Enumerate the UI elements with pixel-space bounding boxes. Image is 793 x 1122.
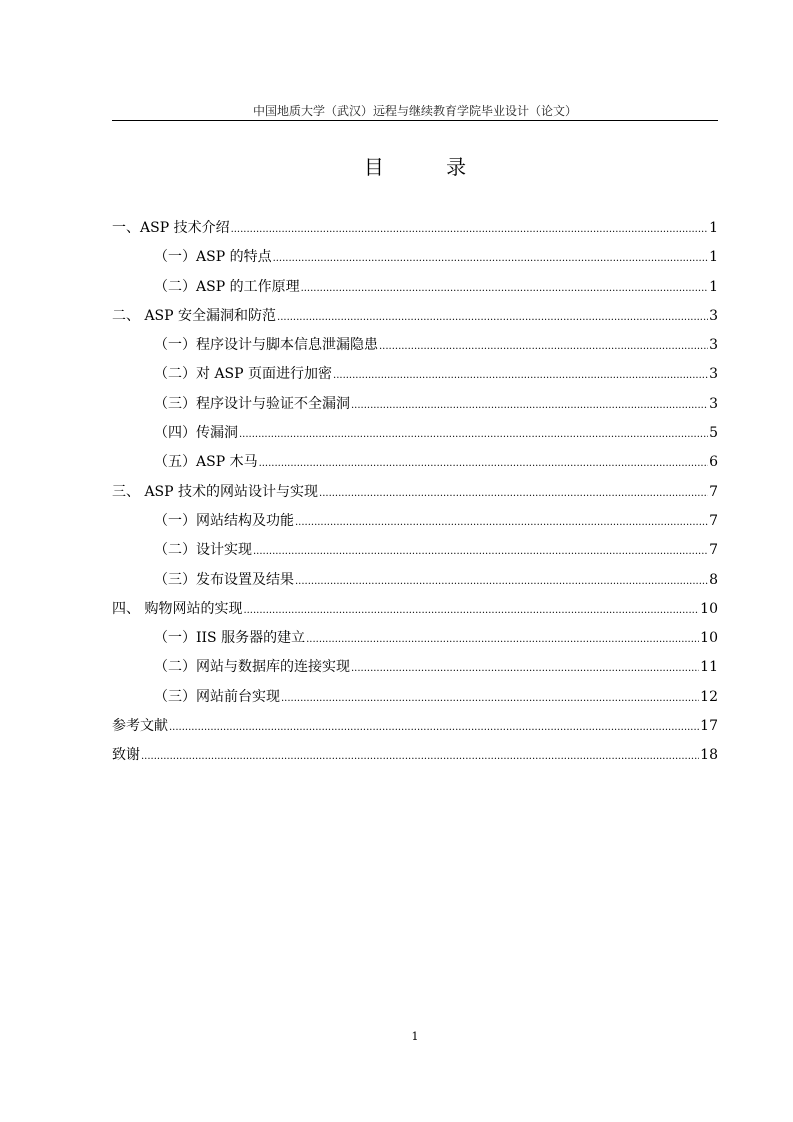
toc-entry-section-1-2[interactable] <box>112 273 718 302</box>
toc-entry-section-3-2[interactable] <box>112 536 718 565</box>
toc-entry-acknowledgements[interactable] <box>112 741 718 770</box>
toc-entry-section-2[interactable] <box>112 302 718 331</box>
toc-page-number: 11 <box>700 659 718 676</box>
toc-entry-text: 致谢 <box>112 747 140 764</box>
dot-leader <box>253 537 708 566</box>
dot-leader <box>141 742 699 771</box>
dot-leader <box>333 361 708 390</box>
dot-leader <box>239 420 708 449</box>
toc-entry-section-1[interactable] <box>112 214 718 243</box>
toc-entry-section-4-3[interactable] <box>112 683 718 712</box>
dot-leader <box>277 303 708 332</box>
toc-page-number: 6 <box>709 454 718 471</box>
toc-entry-section-2-4[interactable] <box>112 419 718 448</box>
toc-page-number: 3 <box>709 337 718 354</box>
toc-entry-text: 三、 ASP 技术的网站设计与实现 <box>112 483 319 500</box>
toc-entry-section-2-3[interactable] <box>112 390 718 419</box>
toc-entry-section-4-1[interactable] <box>112 624 718 653</box>
toc-page-number: 3 <box>709 366 718 383</box>
toc-entry-text: 参考文献 <box>112 718 168 735</box>
toc-page-number: 18 <box>700 747 718 764</box>
toc-entry-section-3-1[interactable] <box>112 507 718 536</box>
toc-entry-text: （三）程序设计与验证不全漏洞 <box>154 395 350 412</box>
toc-entry-section-4[interactable] <box>112 595 718 624</box>
toc-entry-references[interactable] <box>112 712 718 741</box>
dot-leader <box>295 508 708 537</box>
toc-page-number: 17 <box>700 718 718 735</box>
dot-leader <box>273 244 709 273</box>
toc-entry-text: （五）ASP 木马 <box>154 454 258 471</box>
toc-page-number: 10 <box>700 630 718 647</box>
dot-leader <box>243 596 699 625</box>
toc-entry-text: （一）IIS 服务器的建立 <box>154 630 306 647</box>
toc-entry-text: （一）网站结构及功能 <box>154 512 294 529</box>
toc-page-number: 7 <box>709 512 718 529</box>
dot-leader <box>306 625 699 654</box>
dot-leader <box>301 274 709 303</box>
toc-page-number: 12 <box>700 688 718 705</box>
header-rule <box>112 120 718 121</box>
toc-page-number: 1 <box>709 220 718 236</box>
table-of-contents <box>112 214 718 771</box>
toc-entry-section-1-1[interactable] <box>112 243 718 272</box>
dot-leader <box>231 215 709 244</box>
dot-leader <box>319 479 708 508</box>
toc-page-number: 8 <box>709 571 718 588</box>
toc-entry-text: （三）发布设置及结果 <box>154 571 294 588</box>
toc-page-number: 7 <box>709 542 718 559</box>
dot-leader <box>169 713 699 742</box>
dot-leader <box>295 567 708 596</box>
toc-entry-section-4-2[interactable] <box>112 653 718 682</box>
toc-entry-text: （二）网站与数据库的连接实现 <box>154 659 350 676</box>
dot-leader <box>259 449 709 478</box>
toc-entry-section-2-5[interactable] <box>112 448 718 477</box>
toc-entry-section-3[interactable] <box>112 478 718 507</box>
toc-entry-text: （二）对 ASP 页面进行加密 <box>154 366 333 383</box>
toc-page-number: 1 <box>709 249 718 266</box>
toc-title: 目 录 <box>363 155 495 179</box>
page-number: 1 <box>411 1030 419 1043</box>
dot-leader <box>351 391 708 420</box>
toc-page-number: 3 <box>709 395 718 412</box>
toc-entry-text: 二、 ASP 安全漏洞和防范 <box>112 307 277 324</box>
toc-entry-text: （四）传漏洞 <box>154 425 238 442</box>
toc-page-number: 5 <box>709 425 718 442</box>
toc-entry-text: （三）网站前台实现 <box>154 688 280 705</box>
toc-entry-text: （一）ASP 的特点 <box>154 249 272 266</box>
toc-entry-section-3-3[interactable] <box>112 566 718 595</box>
toc-entry-section-2-1[interactable] <box>112 331 718 360</box>
running-header: 中国地质大学（武汉）远程与继续教育学院毕业设计（论文） <box>252 104 577 118</box>
dot-leader <box>351 654 699 683</box>
toc-entry-text: （二）ASP 的工作原理 <box>154 278 300 295</box>
toc-page-number: 10 <box>700 600 718 617</box>
toc-page-number: 1 <box>709 278 718 295</box>
toc-entry-text: 一、ASP 技术介绍 <box>112 220 230 236</box>
toc-page-number: 3 <box>709 307 718 324</box>
toc-entry-text: 四、 购物网站的实现 <box>112 600 243 617</box>
dot-leader <box>281 684 699 713</box>
toc-entry-section-2-2[interactable] <box>112 360 718 389</box>
toc-entry-text: （一）程序设计与脚本信息泄漏隐患 <box>154 337 378 354</box>
toc-entry-text: （二）设计实现 <box>154 542 252 559</box>
dot-leader <box>379 332 708 361</box>
toc-page-number: 7 <box>709 483 718 500</box>
